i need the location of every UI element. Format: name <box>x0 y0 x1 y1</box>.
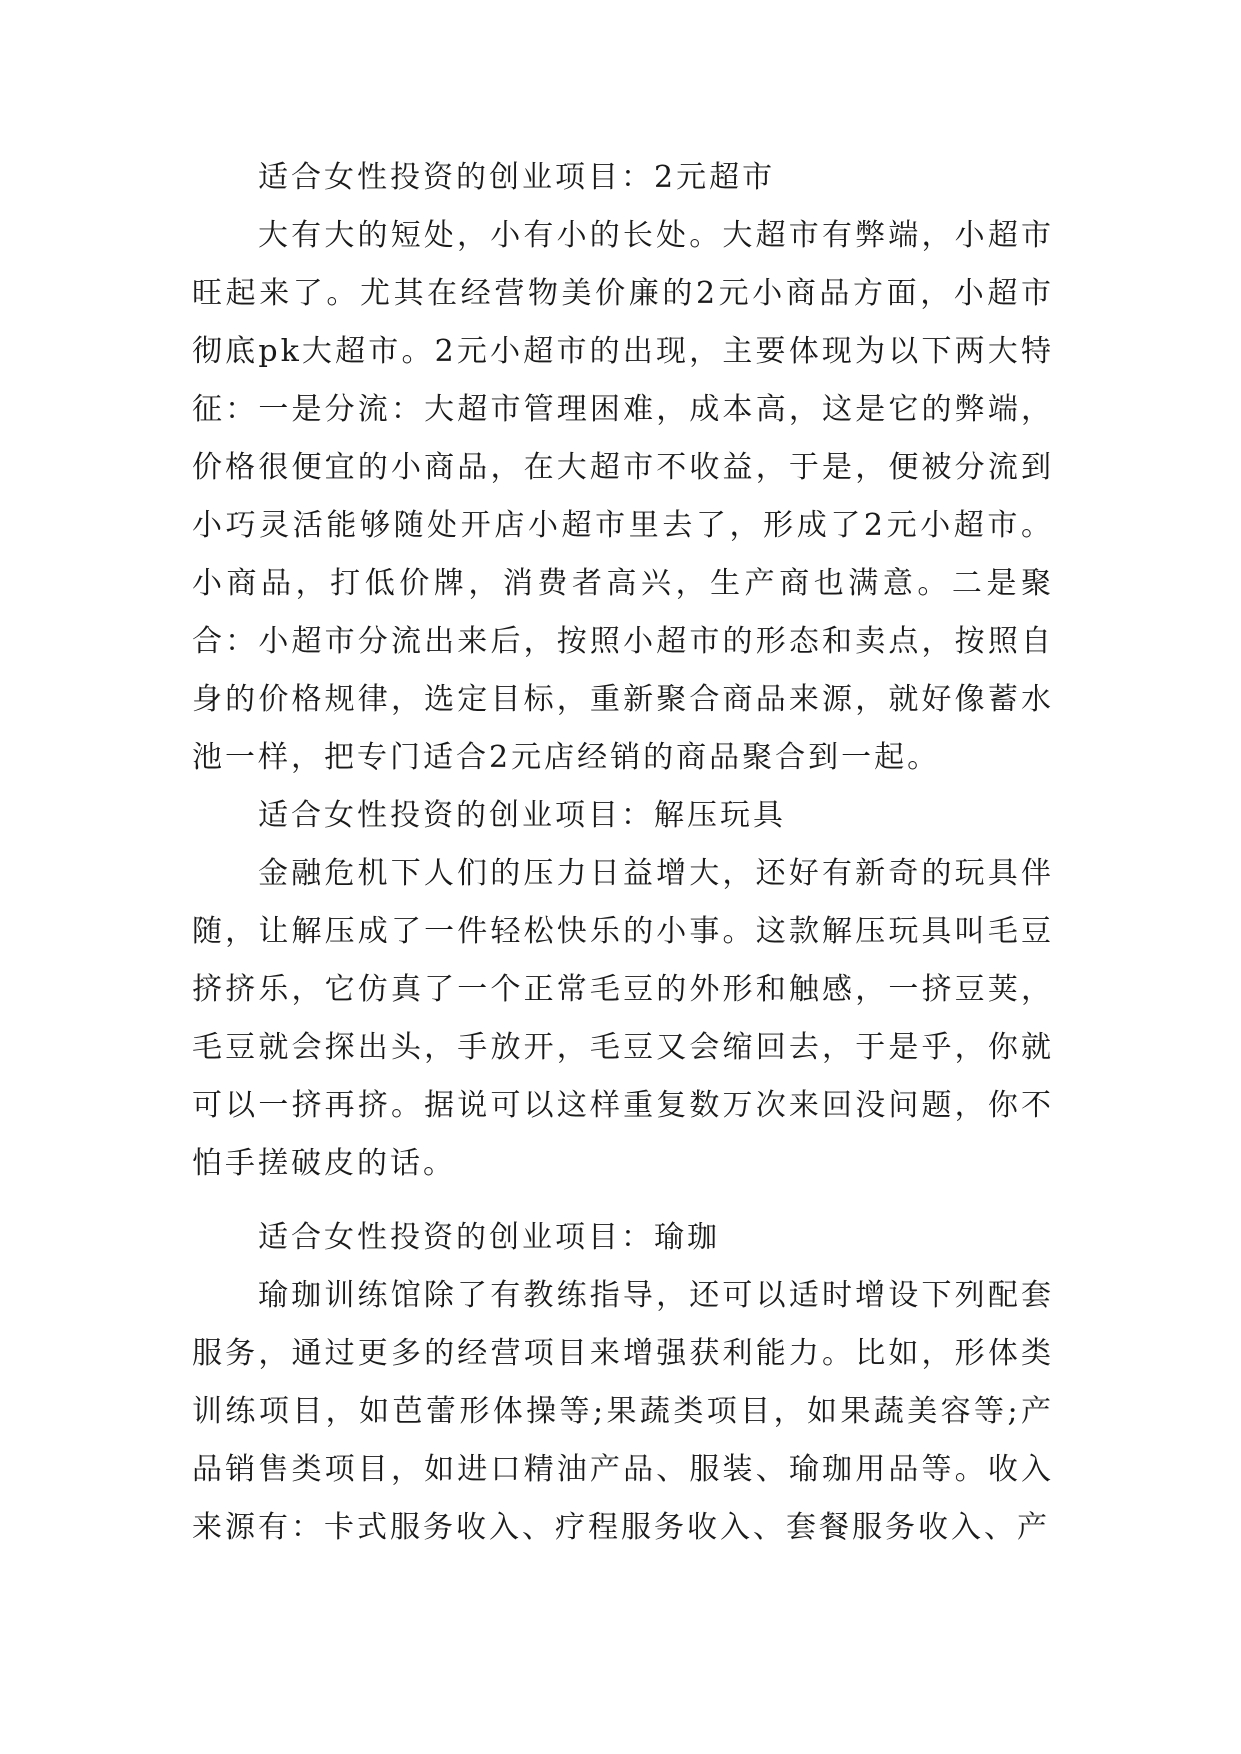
section-heading: 适合女性投资的创业项目：瑜珈 <box>258 1220 720 1255</box>
section-paragraph: 金融危机下人们的压力日益增大，还好有新奇的玩具伴随，让解压成了一件轻松快乐的小事。这款解压玩具叫毛豆挤挤乐，它仿真了一个正常毛豆的外形和触感，一挤豆荚，毛豆就会探出头，手放开，毛豆又会缩回去，于是乎，你就可以一挤再挤。据说可以这样重复数万次来回没问题，你不怕手搓破皮的话。 <box>192 856 1054 1181</box>
section-paragraph: 瑜珈训练馆除了有教练指导，还可以适时增设下列配套服务，通过更多的经营项目来增强获利能力。比如，形体类训练项目，如芭蕾形体操等;果蔬类项目，如果蔬美容等;产品销售类项目，如进口精油产品、服装、瑜珈用品等。收入来源有：卡式服务收入、疗程服务收入、套餐服务收入、产 <box>192 1278 1054 1545</box>
document-body <box>192 149 1054 1557</box>
section-paragraph: 大有大的短处，小有小的长处。大超市有弊端，小超市旺起来了。尤其在经营物美价廉的2元小商品方面，小超市彻底pk大超市。2元小超市的出现，主要体现为以下两大特征：一是分流：大超市管理困难，成本高，这是它的弊端，价格很便宜的小商品，在大超市不收益，于是，便被分流到小巧灵活能够随处开店小超市里去了，形成了2元小超市。小商品，打低价牌，消费者高兴，生产商也满意。二是聚合：小超市分流出来后，按照小超市的形态和卖点，按照自身的价格规律，选定目标，重新聚合商品来源，就好像蓄水池一样，把专门适合2元店经销的商品聚合到一起。 <box>192 218 1054 775</box>
section-heading: 适合女性投资的创业项目：2元超市 <box>258 160 776 195</box>
section-heading: 适合女性投资的创业项目：解压玩具 <box>258 798 786 833</box>
